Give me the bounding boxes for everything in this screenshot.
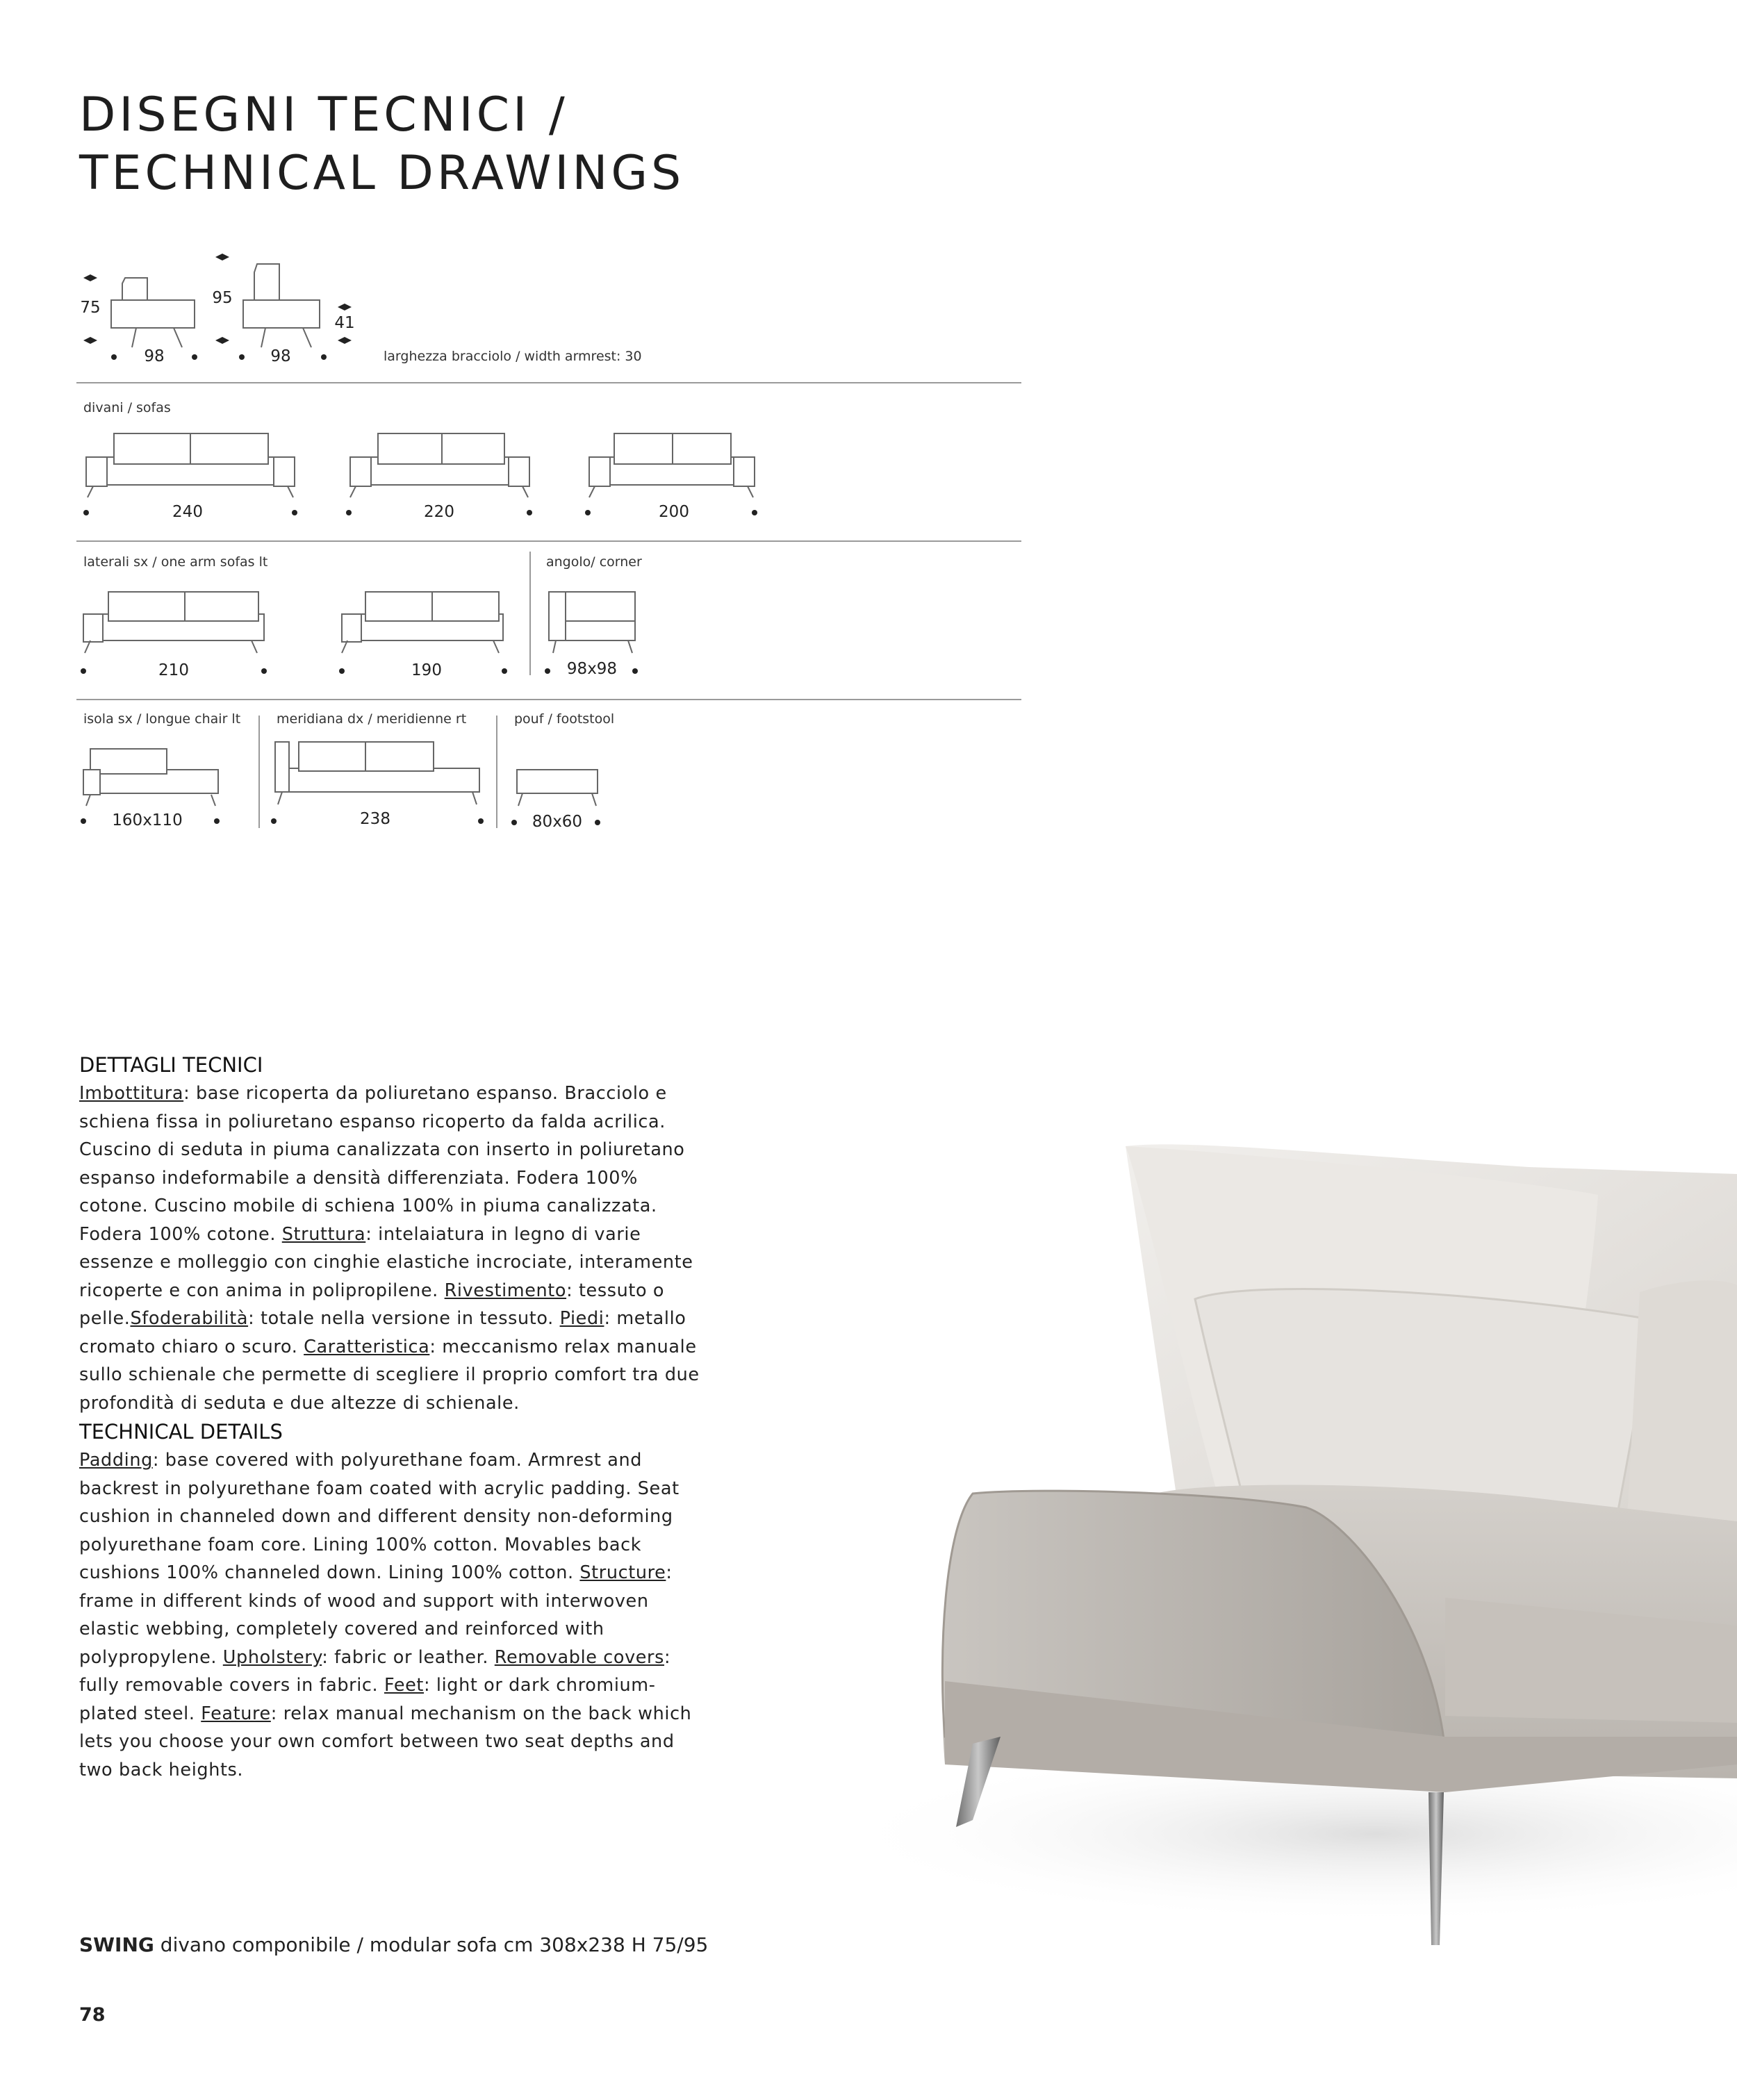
label-upholstery: Upholstery (222, 1646, 322, 1668)
page-title-line-1: DISEGNI TECNICI / (79, 88, 568, 142)
section-label-longue: isola sx / longue chair lt (83, 711, 241, 727)
text-removable-covers: : fully removable covers in fabric. (79, 1646, 671, 1696)
product-description: divano componibile / modular sofa cm 308x238 H 75/95 (154, 1933, 709, 1956)
text-struttura: : intelaiatura in legno di varie essenze e molleggio con cinghie elastiche incrociate, interamente ricoperte e con anima in polipropilene. (79, 1223, 693, 1301)
section-label-one-arm: laterali sx / one arm sofas lt (83, 554, 268, 570)
size-sofa-200: 200 (659, 503, 689, 521)
heading-dettagli-tecnici: DETTAGLI TECNICI (79, 1053, 263, 1077)
text-caratteristica: : meccanismo relax manuale sullo schienale che permette di scegliere il proprio comfort tra due profondità di seduta e due altezze di schienale. (79, 1336, 700, 1414)
size-sofa-220: 220 (424, 503, 454, 521)
text-feature: : relax manual mechanism on the back which lets you choose your own comfort between two seat depths and two back heights. (79, 1703, 692, 1780)
product-caption (79, 1933, 708, 1956)
label-rivestimento: Rivestimento (444, 1280, 567, 1301)
size-corner: 98x98 (566, 660, 618, 678)
label-caratteristica: Caratteristica (304, 1336, 430, 1357)
paragraph-en (79, 1446, 705, 1784)
depth-98-low: 98 (144, 347, 165, 365)
paragraph-it (79, 1080, 705, 1417)
product-name: SWING (79, 1933, 154, 1956)
text-padding: : base covered with polyurethane foam. Armrest and backrest in polyurethane foam coated with acrylic padding. Seat cushion in channeled down and different density non-deforming polyurethane foam core. Lining 100% cotton. Movables back cushions 100% channeled down. Lining 100% cotton. (79, 1450, 680, 1583)
label-imbottitura: Imbottitura (79, 1083, 184, 1104)
label-sfoderabilita: Sfoderabilità (130, 1308, 249, 1329)
label-piedi: Piedi (559, 1308, 604, 1329)
text-sfoderabilita: : totale nella versione in tessuto. (248, 1308, 560, 1329)
text-piedi: : metallo cromato chiaro o scuro. (79, 1308, 686, 1357)
text-imbottitura: : base ricoperta da poliuretano espanso. Bracciolo e schiena fissa in poliuretano espanso ricoperto da falda acrilica. Cuscino di seduta in piuma canalizzata con inserto in poliuretano espanso indeformabile a densità differenziata. Fodera 100% cotone. Cuscino mobile di schiena 100% in piuma canalizzata. Fodera 100% cotone. (79, 1083, 685, 1245)
label-feet: Feet (384, 1675, 425, 1696)
size-meridienne: 238 (360, 810, 390, 828)
height-95: 95 (212, 289, 233, 307)
section-label-pouf: pouf / footstool (514, 711, 615, 727)
armrest-note: larghezza bracciolo / width armrest: 30 (384, 349, 642, 364)
heading-technical-details: TECHNICAL DETAILS (79, 1420, 283, 1444)
size-one-arm-190: 190 (411, 661, 442, 679)
text-rivestimento: : tessuto o pelle. (79, 1280, 665, 1329)
page-title-line-2: TECHNICAL DRAWINGS (79, 146, 685, 201)
height-75: 75 (80, 299, 101, 317)
size-pouf: 80x60 (532, 813, 583, 831)
depth-98-high: 98 (270, 347, 291, 365)
section-label-corner: angolo/ corner (546, 554, 642, 570)
label-structure: Structure (579, 1562, 666, 1583)
label-struttura: Struttura (281, 1223, 366, 1245)
page-number: 78 (79, 2004, 106, 2026)
size-sofa-240: 240 (172, 503, 203, 521)
section-label-sofas: divani / sofas (83, 400, 171, 415)
label-padding: Padding (79, 1450, 153, 1471)
text-structure: : frame in different kinds of wood and support with interwoven elastic webbing, completely covered and reinforced with polypropylene. (79, 1562, 673, 1668)
size-longue: 160x110 (112, 811, 183, 829)
height-41: 41 (334, 314, 355, 332)
label-removable-covers: Removable covers (494, 1646, 665, 1668)
label-feature: Feature (201, 1703, 271, 1724)
text-feet: : light or dark chromium-plated steel. (79, 1675, 656, 1724)
text-upholstery: : fabric or leather. (322, 1646, 495, 1668)
section-label-meridienne: meridiana dx / meridienne rt (277, 711, 467, 727)
size-one-arm-210: 210 (158, 661, 189, 679)
technical-details-text (79, 1050, 705, 1784)
